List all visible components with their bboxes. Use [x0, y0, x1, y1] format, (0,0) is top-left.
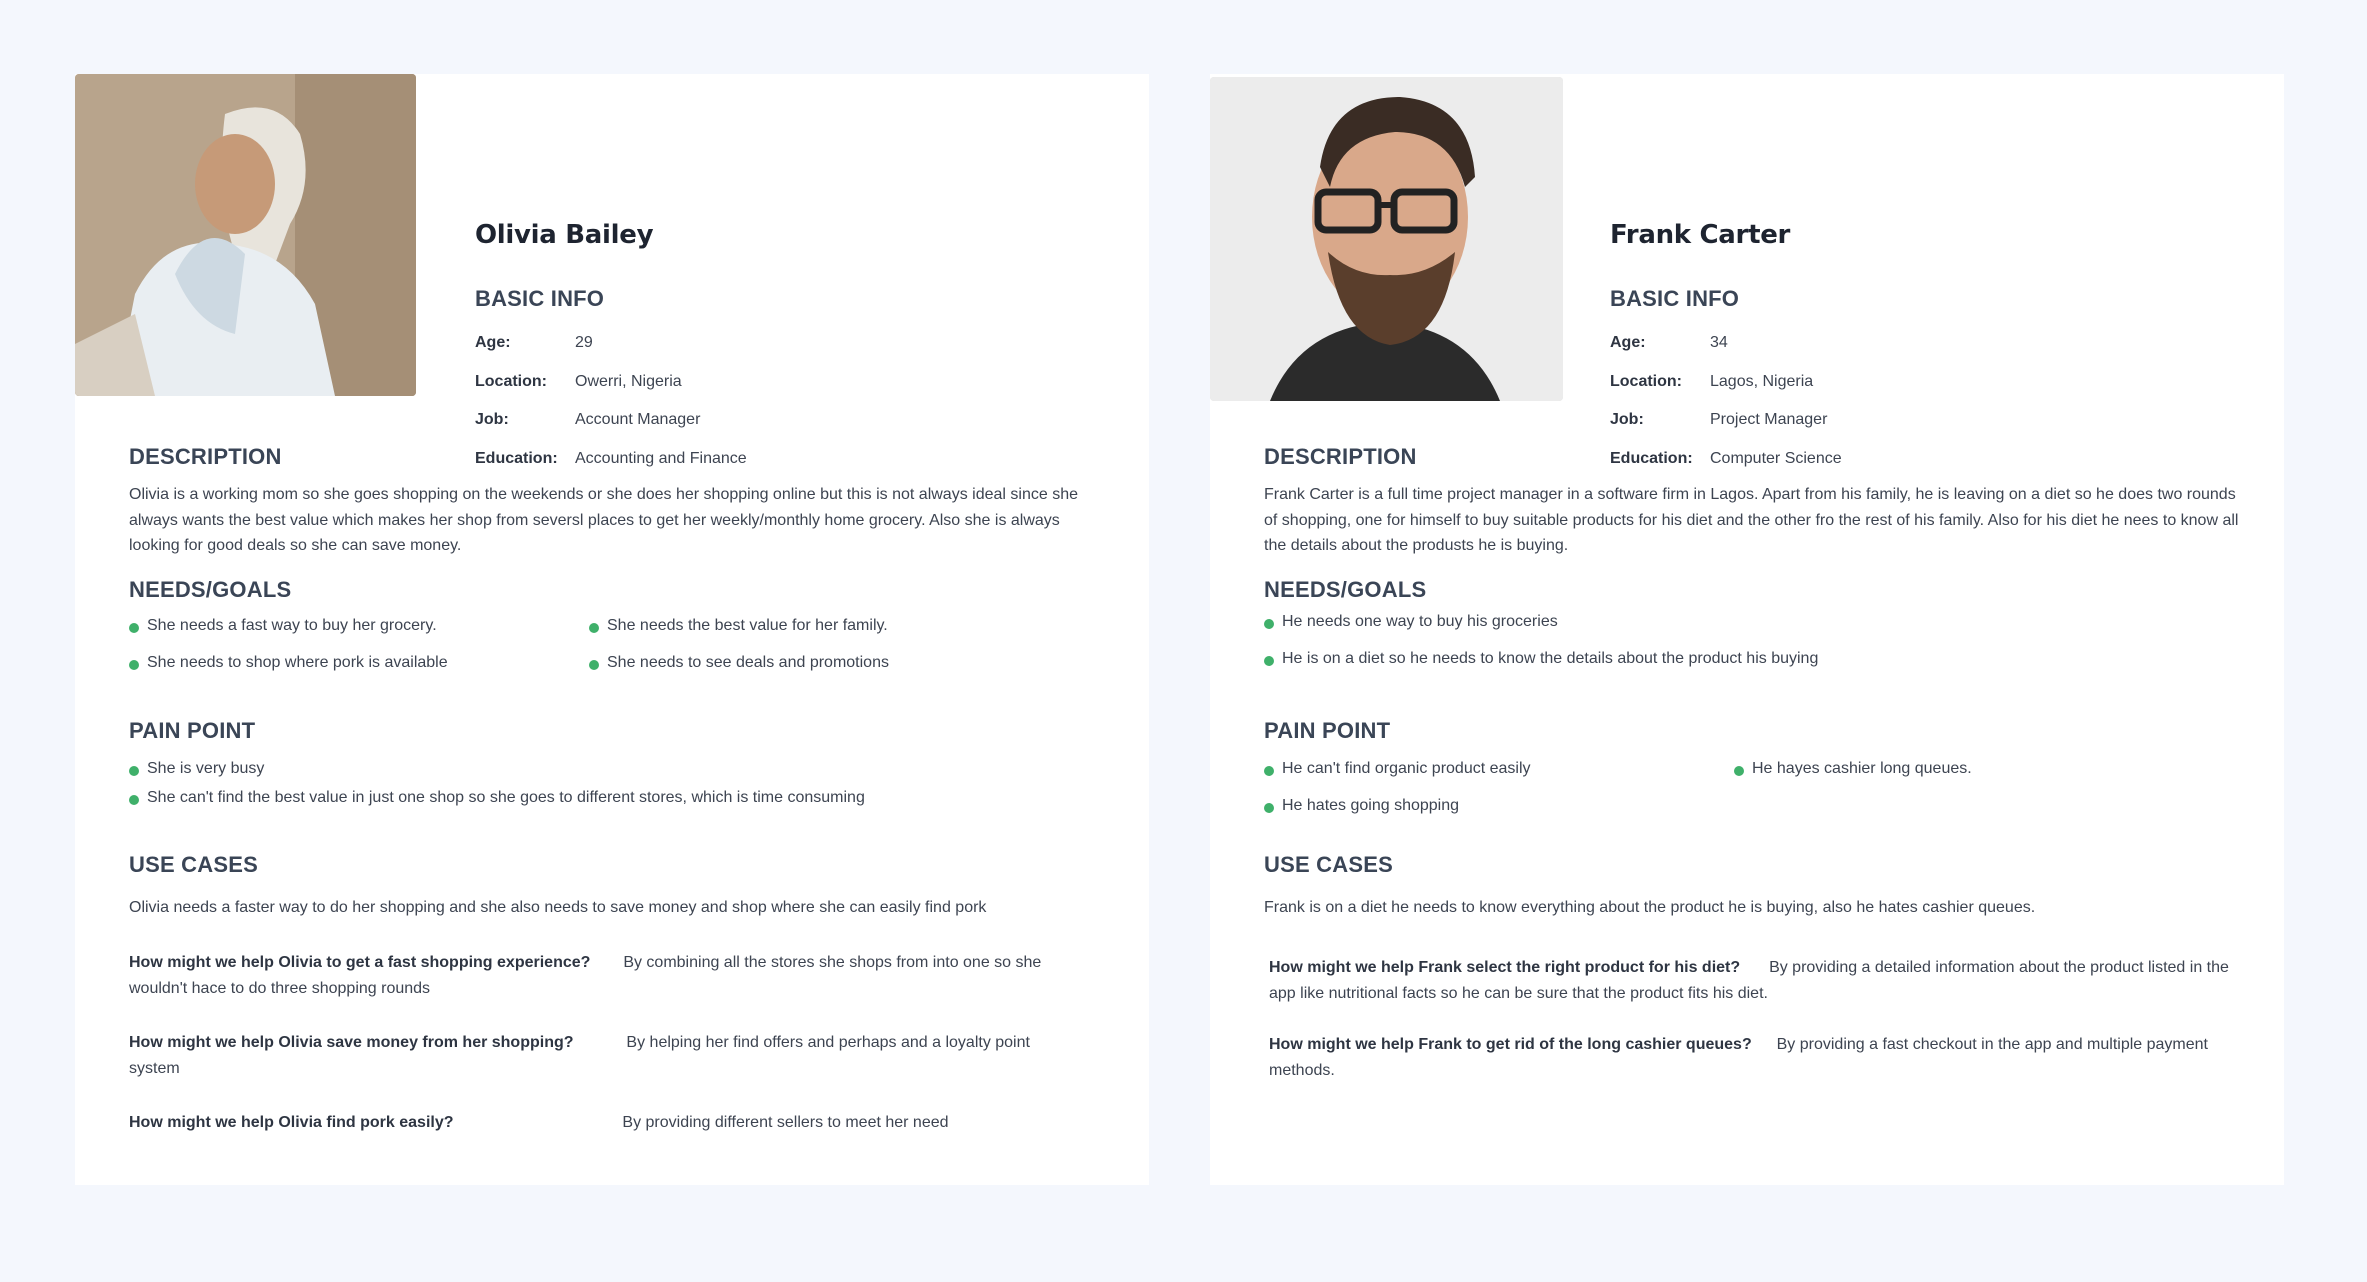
- use-case-text: Frank is on a diet he needs to know everything about the product he is buying, also he hates cashier queues.: [1264, 899, 2036, 916]
- info-label: Job:: [475, 411, 509, 428]
- info-row-age: [475, 334, 975, 373]
- description-title: DESCRIPTION: [1264, 444, 1417, 469]
- list-item: She needs to shop where pork is available: [129, 654, 448, 672]
- description-title: DESCRIPTION: [129, 444, 282, 469]
- hmw-question: How might we help Frank to get rid of the long cashier queues?: [1269, 1036, 1752, 1053]
- description-text: Olivia is a working mom so she goes shopping on the weekends or she does her shopping online but this is not always ideal since she always wants the best value which makes her shop from seversl places to get her weekly/monthly home grocery. Also she is always looking for good deals so she can save money.: [129, 486, 1078, 554]
- info-row-job: [1610, 411, 2110, 450]
- info-value: Lagos, Nigeria: [1710, 372, 1814, 390]
- info-label: Location:: [475, 372, 547, 390]
- hmw-answer: By providing a fast checkout in the app and multiple payment methods.: [1269, 1036, 2208, 1079]
- description-text: Frank Carter is a full time project manager in a software firm in Lagos. Apart from his family, he is leaving on a diet so he does two rounds of shopping, one for himself to buy suitable products for his diet and the other fro the rest of his family. Also for his diet he nees to know all the details about the produsts he is buying.: [1264, 486, 2239, 554]
- woman-portrait-icon: [75, 74, 416, 396]
- hmw-answer: By providing a detailed information about the product listed in the app like nutritional facts so he can be sure that the product fits his diet.: [1269, 959, 2229, 1002]
- list-item: She needs the best value for her family.: [589, 617, 888, 635]
- info-label: Location:: [1610, 372, 1682, 390]
- info-value: Project Manager: [1710, 411, 1828, 428]
- info-label: Education:: [475, 449, 558, 467]
- persona-name: Frank Carter: [1610, 220, 1791, 250]
- list-item: She needs to see deals and promotions: [589, 654, 889, 672]
- info-value: Computer Science: [1710, 449, 1842, 467]
- info-label: Education:: [1610, 449, 1693, 467]
- list-item: She needs a fast way to buy her grocery.: [129, 617, 437, 635]
- list-item: He hayes cashier long queues.: [1734, 760, 1972, 778]
- basic-info-list: [1610, 334, 2110, 488]
- basic-info-title: BASIC INFO: [1610, 286, 1740, 311]
- info-row-job: [475, 411, 975, 450]
- list-item: He needs one way to buy his groceries: [1264, 613, 1558, 631]
- list-item: She is very busy: [129, 760, 264, 778]
- list-item: He hates going shopping: [1264, 797, 1459, 815]
- needs-title: NEEDS/GOALS: [129, 577, 292, 602]
- pain-point-title: PAIN POINT: [129, 718, 256, 743]
- info-value: Account Manager: [575, 411, 701, 428]
- info-label: Age:: [475, 334, 511, 351]
- basic-info-title: BASIC INFO: [475, 286, 605, 311]
- hmw-question: How might we help Olivia save money from her shopping?: [129, 1034, 574, 1051]
- info-value: Accounting and Finance: [575, 449, 747, 467]
- info-value: Owerri, Nigeria: [575, 372, 682, 390]
- hmw-item: [1269, 1032, 2209, 1084]
- persona-photo: [1210, 77, 1563, 401]
- list-item: He can't find organic product easily: [1264, 760, 1531, 778]
- needs-title: NEEDS/GOALS: [1264, 577, 1427, 602]
- hmw-answer: By providing different sellers to meet her need: [622, 1114, 949, 1131]
- info-row-location: [1610, 373, 2110, 412]
- use-cases-title: USE CASES: [129, 852, 258, 877]
- hmw-question: How might we help Frank select the right product for his diet?: [1269, 959, 1741, 976]
- hmw-item: [129, 950, 1069, 1002]
- persona-name: Olivia Bailey: [475, 220, 654, 250]
- man-portrait-icon: [1210, 77, 1563, 401]
- info-row-age: [1610, 334, 2110, 373]
- hmw-answer: By helping her find offers and perhaps and a loyalty point system: [129, 1034, 1030, 1077]
- hmw-item: [129, 1030, 1069, 1082]
- persona-card-frank: [1210, 74, 2284, 1185]
- info-row-location: [475, 373, 975, 412]
- hmw-item: [129, 1110, 1069, 1136]
- list-item: She can't find the best value in just one shop so she goes to different stores, which is time consuming: [129, 789, 865, 807]
- persona-photo: [75, 74, 416, 396]
- info-value: 29: [575, 334, 593, 351]
- persona-card-olivia: [75, 74, 1149, 1185]
- hmw-question: How might we help Olivia to get a fast shopping experience?: [129, 954, 591, 971]
- use-cases-title: USE CASES: [1264, 852, 1393, 877]
- hmw-question: How might we help Olivia find pork easily?: [129, 1114, 454, 1131]
- basic-info-list: [475, 334, 975, 488]
- pain-point-title: PAIN POINT: [1264, 718, 1391, 743]
- info-value: 34: [1710, 334, 1728, 351]
- use-case-text: Olivia needs a faster way to do her shopping and she also needs to save money and shop where she can easily find pork: [129, 899, 987, 916]
- info-label: Job:: [1610, 411, 1644, 428]
- info-label: Age:: [1610, 334, 1646, 351]
- hmw-answer: By combining all the stores she shops from into one so she wouldn't hace to do three shopping rounds: [129, 954, 1042, 997]
- hmw-item: [1269, 955, 2229, 1007]
- list-item: He is on a diet so he needs to know the details about the product his buying: [1264, 650, 1818, 668]
